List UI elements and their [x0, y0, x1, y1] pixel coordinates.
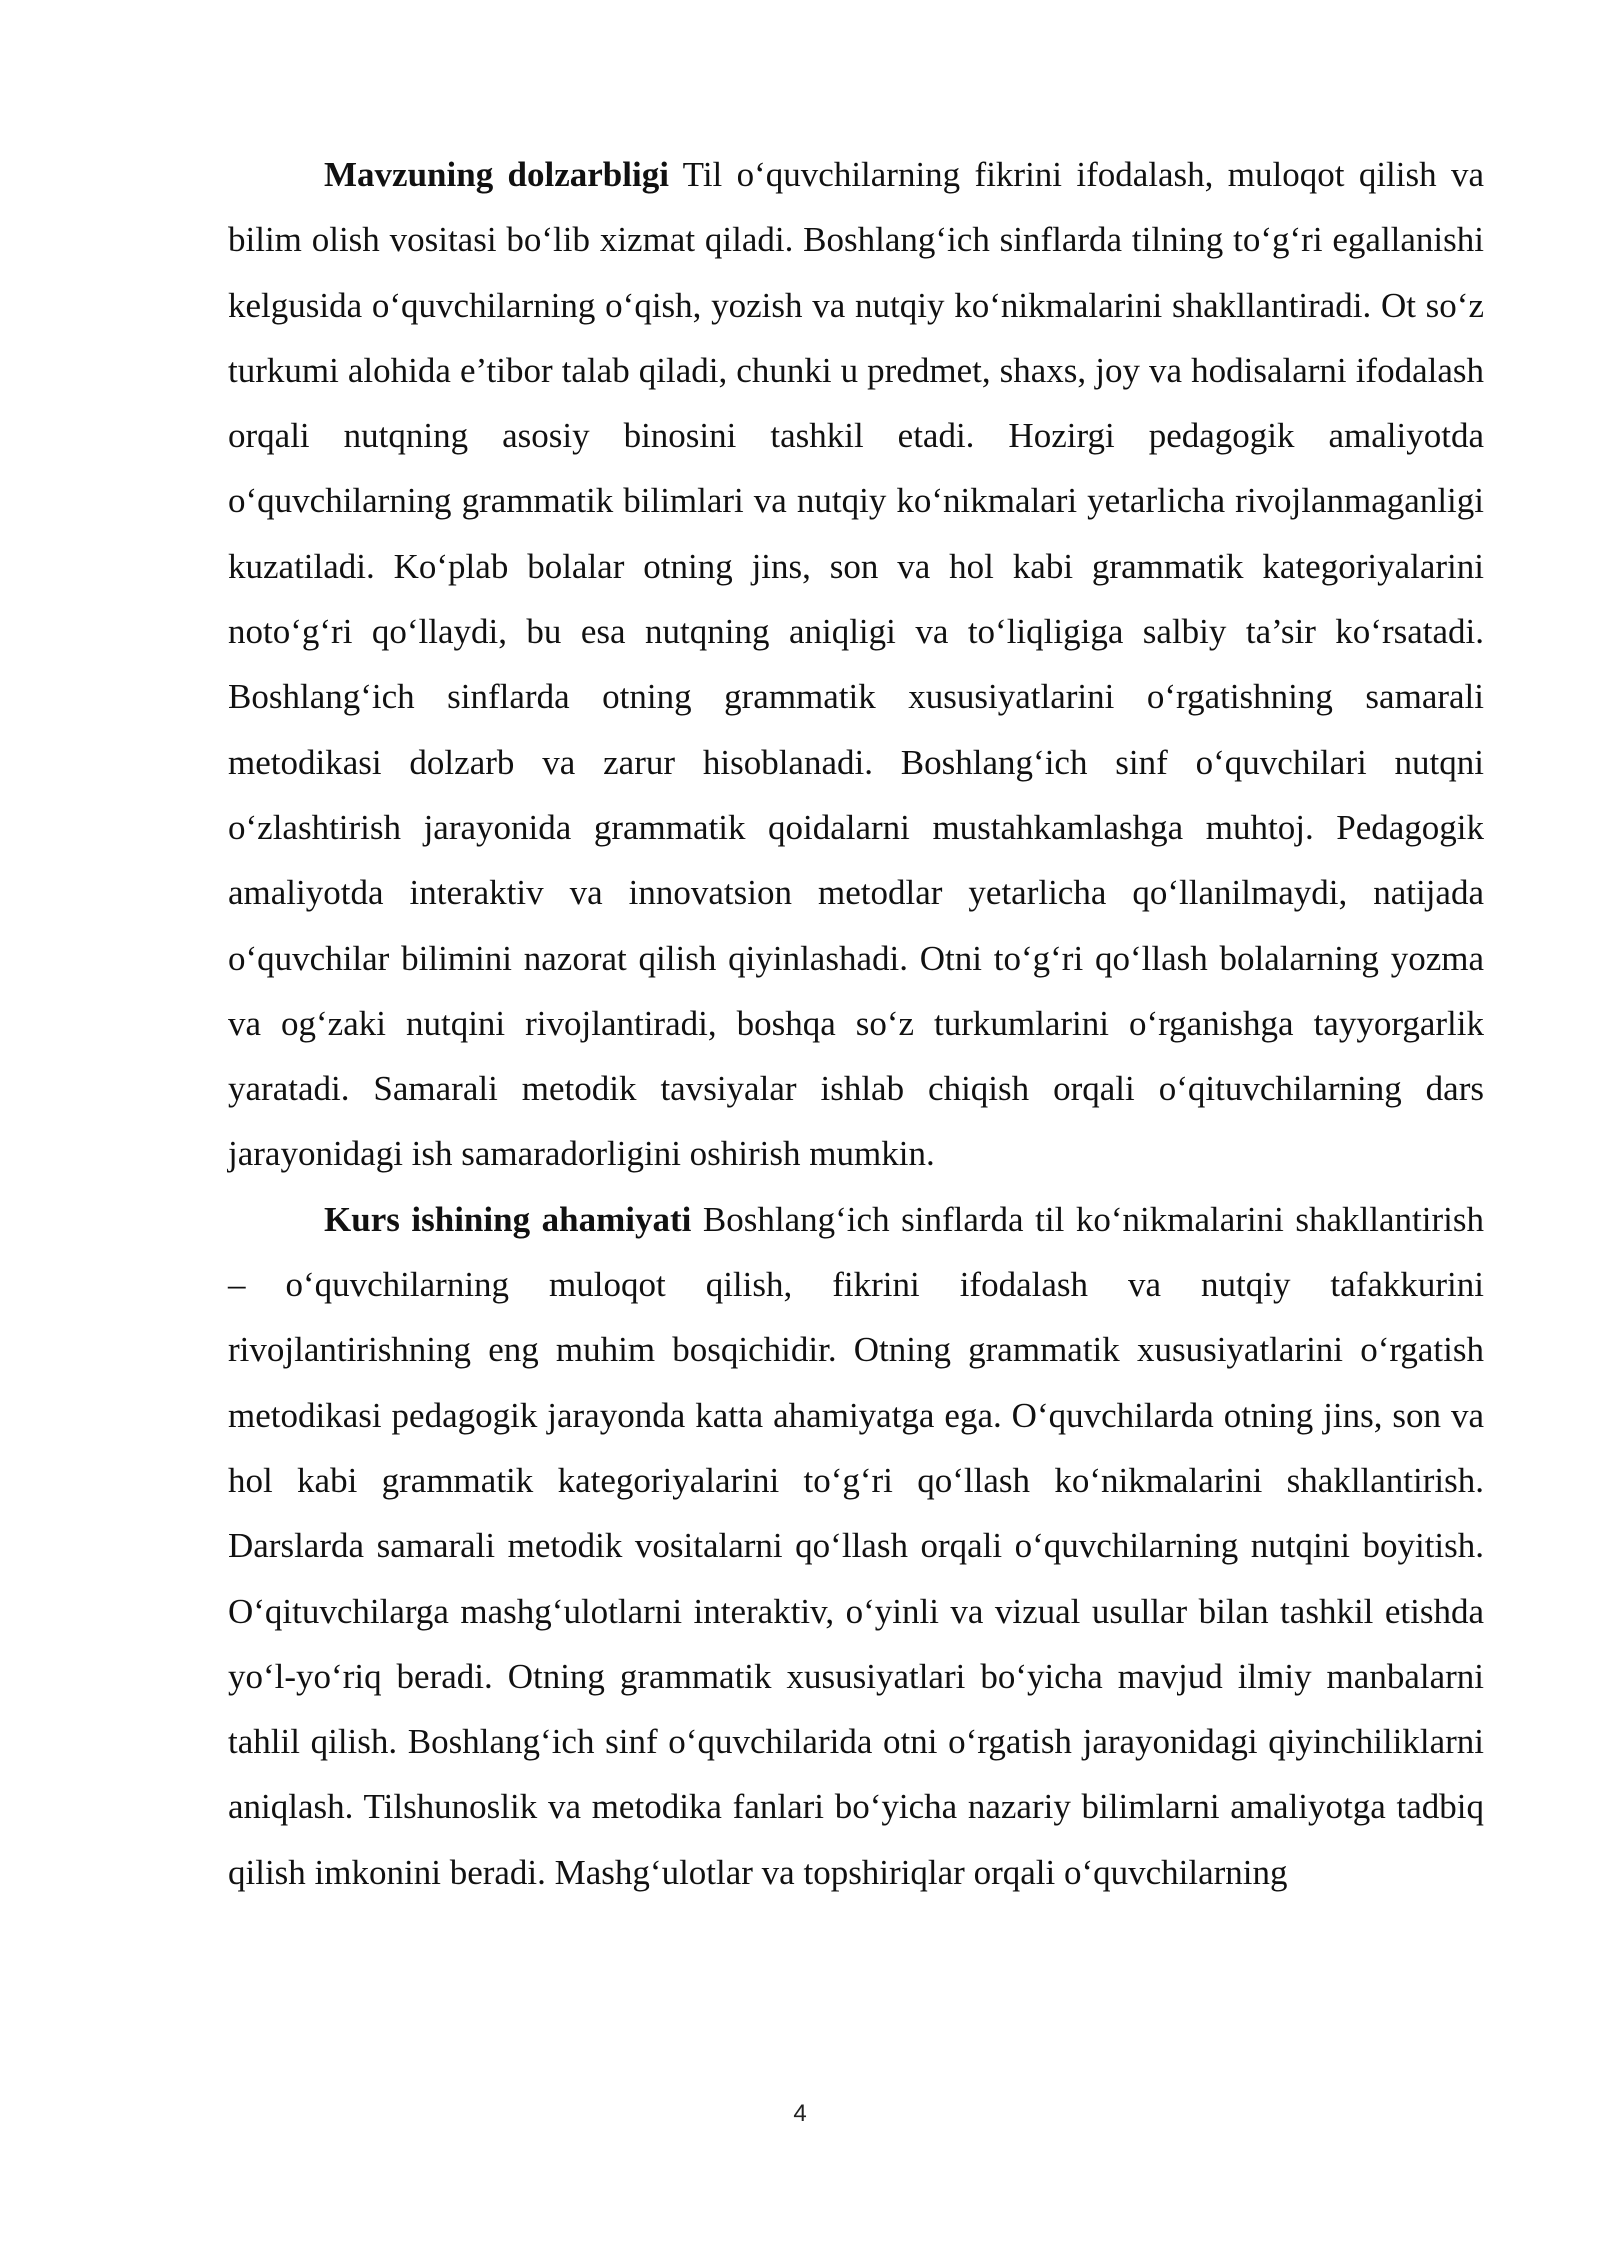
paragraph-text-relevance: Til o‘quvchilarning fikrini ifodalash, muloqot qilish va bilim olish vositasi bo‘lib xizmat qiladi. Boshlang‘ich sinflarda tilning to‘g‘ri egallanishi kelgusida o‘quvchilarning o‘qish, yozish va nutqiy ko‘nikmalarini shakllantiradi. Ot so‘z turkumi alohida e’tibor talab qiladi, chunki u predmet, shaxs, joy va hodisalarni ifodalash orqali nutqning asosiy binosini tashkil etadi. Hozirgi pedagogik amaliyotda o‘quvchilarning grammatik bilimlari va nutqiy ko‘nikmalari yetarlicha rivojlanmaganligi kuzatiladi. Ko‘plab bolalar otning jins, son va hol kabi grammatik kategoriyalarini noto‘g‘ri qo‘llaydi, bu esa nutqning aniqligi va to‘liqligiga salbiy ta’sir ko‘rsatadi. Boshlang‘ich sinflarda otning grammatik xususiyatlarini o‘rgatishning samarali metodikasi dolzarb va zarur hisoblanadi. Boshlang‘ich sinf o‘quvchilari nutqni o‘zlashtirish jarayonida grammatik qoidalarni mustahkamlashga muhtoj. Pedagogik amaliyotda interaktiv va innovatsion metodlar yetarlicha qo‘llanilmaydi, natijada o‘quvchilar bilimini nazorat qilish qiyinlashadi. Otni to‘g‘ri qo‘llash bolalarning yozma va og‘zaki nutqini rivojlantiradi, boshqa so‘z turkumlarini o‘rganishga tayyorgarlik yaratadi. Samarali metodik tavsiyalar ishlab chiqish orqali o‘qituvchilarning dars jarayonidagi ish samaradorligini oshirish mumkin. [228, 155, 1484, 1174]
paragraph-importance [228, 1187, 1484, 1905]
paragraph-heading-importance: Kurs ishining ahamiyati [324, 1199, 692, 1239]
paragraph-heading-relevance: Mavzuning dolzarbligi [324, 155, 669, 194]
page-number: 4 [793, 2100, 807, 2127]
body-text [228, 142, 1484, 1905]
paragraph-relevance [228, 142, 1484, 1187]
paragraph-text-importance: Boshlang‘ich sinflarda til ko‘nikmalarini shakllantirish – o‘quvchilarning muloqot qilish, fikrini ifodalash va nutqiy tafakkurini rivojlantirishning eng muhim bosqichidir. Otning grammatik xususiyatlarini o‘rgatish metodikasi pedagogik jarayonda katta ahamiyatga ega. O‘quvchilarda otning jins, son va hol kabi grammatik kategoriyalarini to‘g‘ri qo‘llash ko‘nikmalarini shakllantirish. Darslarda samarali metodik vositalarni qo‘llash orqali o‘quvchilarning nutqini boyitish. O‘qituvchilarga mashg‘ulotlarni interaktiv, o‘yinli va vizual usullar bilan tashkil etishda yo‘l-yo‘riq beradi. Otning grammatik xususiyatlari bo‘yicha mavjud ilmiy manbalarni tahlil qilish. Boshlang‘ich sinf o‘quvchilarida otni o‘rgatish jarayonidagi qiyinchiliklarni aniqlash. Tilshunoslik va metodika fanlari bo‘yicha nazariy bilimlarni amaliyotga tadbiq qilish imkonini beradi. Mashg‘ulotlar va topshiriqlar orqali o‘quvchilarning [228, 1199, 1484, 1892]
